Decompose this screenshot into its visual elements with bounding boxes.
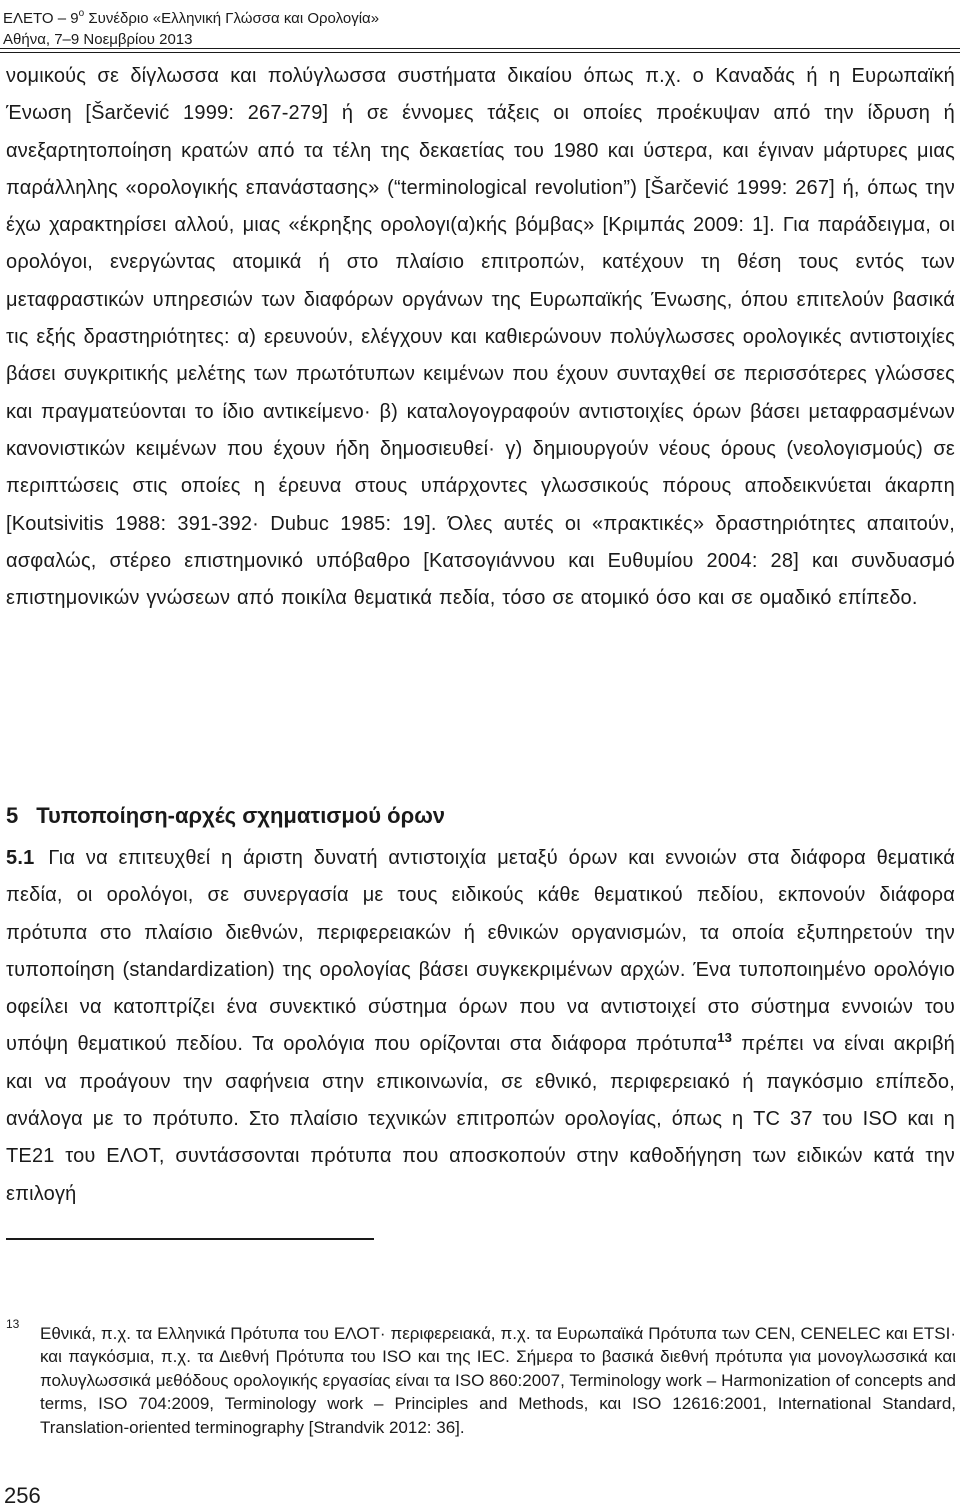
conference-title-suffix: Συνέδριο «Ελληνική Γλώσσα και Ορολογία» (84, 10, 380, 27)
footnote-mark: 13 (6, 1317, 20, 1331)
page-number: 256 (4, 1483, 41, 1508)
paragraph-2-text-b: πρέπει να είναι ακριβή και να προάγουν την σαφήνεια στην επικοινωνία, σε εθνικό, περιφερειακό ή παγκόσμιο επίπεδο, ανάλογα με το πρότυπο. Στο πλαίσιο τεχνικών επιτροπών ορολογίας, όπως η TC 37 του ISO και η ΤΕ21 του ΕΛΟΤ, συντάσσονται πρότυπα που αποσκοπούν στην καθοδήγηση των ειδικών κατά την επιλογή (6, 1033, 956, 1205)
footnote-text: Εθνικά, π.χ. τα Ελληνικά Πρότυπα του ΕΛΟΤ· περιφερειακά, π.χ. τα Ευρωπαϊκά Πρότυπα των CEN, CENELEC και ETSI· και παγκόσμια, π.χ. τα Διεθνή Πρότυπα του ISO και της IEC. Σήμερα το βασικά διεθνή πρότυπα για μονογλωσσικά και πολυγλωσσικά μεθόδους ορολογικής εργασίας είναι τα ISO 860:2007, Terminology work – Harmonization of concepts and terms, ISO 704:2009, Terminology work – Principles and Methods, και ISO 12616:2001, International Standard, Translation-oriented terminography [Strandvik 2012: 36]. (40, 1324, 956, 1437)
body-paragraph-2 (6, 840, 955, 1213)
section-title: Τυποποίηση-αρχές σχηματισμού όρων (36, 803, 446, 828)
running-header (3, 4, 379, 50)
section-heading (6, 800, 445, 832)
header-rule-top (0, 48, 960, 49)
subsection-number: 5.1 (6, 847, 35, 869)
footnote-separator (6, 1238, 374, 1240)
conference-date-place: Αθήνα, 7–9 Νοεμβρίου 2013 (3, 31, 193, 48)
body-paragraph-1: νομικούς σε δίγλωσσα και πολύγλωσσα συστήματα δικαίου όπως π.χ. ο Καναδάς ή η Ευρωπαϊκή Ένωση [Šarčević 1999: 267-279] ή σε έννομες τάξεις οι οποίες προέκυψαν από την ίδρυση ή ανεξαρτητοποίηση κρατών από τα τέλη της δεκαετίας του 1980 και ύστερα, και έγιναν μάρτυρες μιας παράλληλης «ορολογικής επανάστασης» (“terminological revolution”) [Šarčević 1999: 267] ή, όπως την έχω χαρακτηρίσει αλλού, μιας «έκρηξης ορολογι(α)κής βόμβας» [Κριμπάς 2009: 1]. Για παράδειγμα, οι ορολόγοι, ενεργώντας ατομικά ή στο πλαίσιο επιτροπών, κατέχουν τη θέση τους εντός των μεταφραστικών υπηρεσιών των διαφόρων οργάνων της Ευρωπαϊκής Ένωσης, όπου επιτελούν βασικά τις εξής δραστηριότητες: α) ερευνούν, ελέγχουν και καθιερώνουν πολύγλωσσες ορολογικές αντιστοιχίες βάσει συγκριτικής μελέτης των πρωτότυπων κειμένων που έχουν συνταχθεί σε περισσότερες γλώσσες και πραγματεύονται το ίδιο αντικείμενο· β) καταλογογραφούν αντιστοιχίες όρων βάσει μεταφρασμένων κανονιστικών κειμένων που έχουν ήδη δημοσιευθεί· γ) δημιουργούν νέους όρους (νεολογισμούς) σε περιπτώσεις στις οποίες η έρευνα στους υπάρχοντες γλωσσικούς πόρους αποδεικνύεται άκαρπη [Koutsivitis 1988: 391-392· Dubuc 1985: 19]. Όλες αυτές οι «πρακτικές» δραστηριότητες απαιτούν, ασφαλώς, στέρεο επιστημονικό υπόβαθρο [Κατσογιάννου και Ευθυμίου 2004: 28] και συνδυασμό επιστημονικών γνώσεων από ποικίλα θεματικά πεδία, τόσο σε ατομικό όσο και σε ομαδικό επίπεδο. (6, 65, 955, 610)
ordinal-superscript: ο (78, 8, 85, 19)
conference-title-prefix: ΕΛΕΤΟ – 9 (3, 10, 79, 27)
footnote-reference[interactable]: 13 (717, 1030, 733, 1046)
conference-title (3, 4, 379, 29)
paragraph-2-text-a: Για να επιτευχθεί η άριστη δυνατή αντιστοιχία μεταξύ όρων και εννοιών στα διάφορα θεματικά πεδία, οι ορολόγοι, σε συνεργασία με τους ειδικούς κάθε θεματικού πεδίου, εκπονούν διάφορα πρότυπα στο πλαίσιο διεθνών, περιφερειακών ή εθνικών οργανισμών, τα οποία εξυπηρετούν την τυποποίηση (standardization) της ορολογίας βάσει συγκεκριμένων αρχών. Ένα τυποποιημένο ορολόγιο οφείλει να κατοπτρίζει ένα συνεκτικό σύστημα όρων που να αντιστοιχεί στο σύστημα εννοιών του υπόψη θεματικού πεδίου. Τα ορολόγια που ορίζονται στα διάφορα πρότυπα (6, 847, 955, 1056)
section-number: 5 (6, 803, 19, 828)
header-rule-bottom (0, 52, 960, 53)
